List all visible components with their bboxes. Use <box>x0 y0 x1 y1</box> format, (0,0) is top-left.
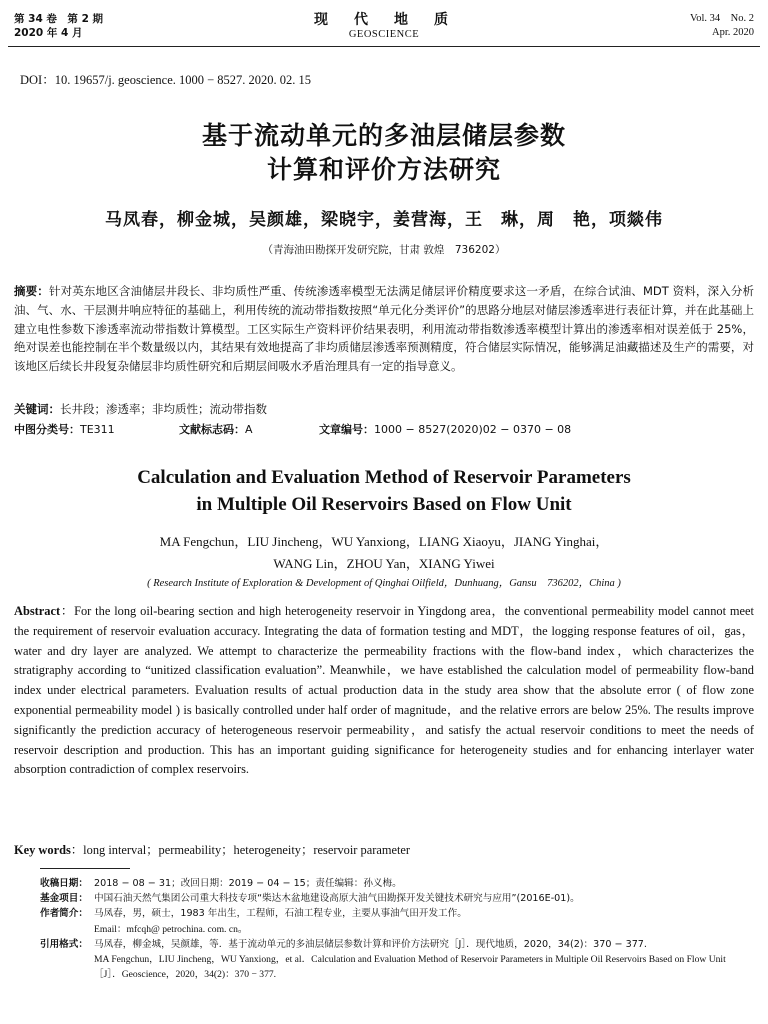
title-en-line2: in Multiple Oil Reservoirs Based on Flow Unit <box>196 494 572 515</box>
footnote-fund <box>40 891 752 906</box>
affiliation-cn: （青海油田勘探开发研究院，甘肃 敦煌 736202） <box>262 244 506 256</box>
keywords-cn <box>14 400 754 419</box>
classification-line <box>14 421 754 437</box>
affiliation-en: ( Research Institute of Exploration & Development of Qinghai Oilfield，Dunhuang，Gansu 736202，China ) <box>147 578 621 589</box>
dates-label: 收稿日期： <box>40 878 88 889</box>
doi: DOI：10. 19657/j. geoscience. 1000 − 8527. 2020. 02. 15 <box>20 73 312 87</box>
journal-name-cn: 现 代 地 质 <box>314 12 454 28</box>
title-en-line1: Calculation and Evaluation Method of Reservoir Parameters <box>137 467 631 488</box>
authors-en-line1: MA Fengchun，LIU Jincheng，WU Yanxiong，LIANG Xiaoyu，JIANG Yinghai， <box>159 534 609 549</box>
volume-issue-en: Vol. 34 No. 2 <box>690 13 754 24</box>
fund-label: 基金项目： <box>40 893 88 905</box>
keywords-cn-text: 长井段；渗透率；非均质性；流动带指数 <box>60 402 267 416</box>
article-number-value: 1000 − 8527(2020)02 − 0370 − 08 <box>374 423 572 436</box>
footnotes <box>40 876 752 982</box>
abstract-en-label: Abstract <box>14 604 61 618</box>
authors-cn: 马凤春，柳金城，吴颜雄，梁晓宇，姜营海，王 琳，周 艳，项燚伟 <box>105 210 663 230</box>
citation-cn: 马凤春，柳金城，吴颜雄，等．基于流动单元的多油层储层参数计算和评价方法研究［J］．现代地质，2020，34(2)：370 − 377. <box>94 938 647 950</box>
article-number-label: 文章编号： <box>319 423 374 436</box>
header-rule <box>8 46 760 47</box>
keywords-en-label: Key words <box>14 843 71 857</box>
authors-en-line2: WANG Lin，ZHOU Yan，XIANG Yiwei <box>273 556 495 571</box>
citation-en: MA Fengchun，LIU Jincheng，WU Yanxiong，et al．Calculation and Evaluation Method of Reservoir Parameters in Multiple Oil Reservoirs Based on Flow Unit［J］．Geoscience，2020，34(2)：370 − 377. <box>94 954 726 981</box>
author-email: Email：mfcqh@ petrochina. com. cn。 <box>94 923 248 935</box>
doc-code-label: 文献标志码： <box>179 423 245 436</box>
footnote-dates <box>40 876 752 891</box>
abstract-cn-text: 针对英东地区含油储层井段长、非均质性严重、传统渗透率模型无法满足储层评价精度要求这一矛盾，在综合试油、MDT 资料，深入分析油、气、水、干层测井响应特征的基础上，利用传统的流动带指数按照“单元化分类评价”的思路分地层对储层渗透率进行表征计算，并在此基础上建立电性参数下渗透率流动带指数计算模型。工区实际生产资料评价结果表明，利用流动带指数渗透率模型计算出的渗透率相对误差低于 25%，绝对误差也能控制在半个数量级以内，其结果有效地提高了非均质储层渗透率预测精度，符合储层实际情况，能够满足油藏描述及生产的需要，对该地区后续长井段复杂储层非均质性研究和后期层间吸水矛盾治理具有一定的指导意义。 <box>14 284 755 374</box>
keywords-cn-label: 关键词： <box>14 402 60 416</box>
title-cn-line2: 计算和评价方法研究 <box>266 155 501 184</box>
fund-text: 中国石油天然气集团公司重大科技专项“柴达木盆地建设高原大油气田勘探开发关键技术研究与应用”(2016E-01)。 <box>94 893 580 905</box>
date-en: Apr. 2020 <box>712 27 754 38</box>
title-cn-line1: 基于流动单元的多油层储层参数 <box>201 121 566 150</box>
author-bio-text: 马凤春，男，硕士，1983 年出生，工程师，石油工程专业，主要从事油气田开发工作。 <box>94 908 467 920</box>
doc-code-value: A <box>245 423 253 436</box>
footnote-email <box>40 922 752 937</box>
abstract-cn-label: 摘要： <box>14 284 49 298</box>
journal-name-en: GEOSCIENCE <box>348 29 420 40</box>
citation-label: 引用格式： <box>40 938 88 950</box>
clc-value: TE311 <box>80 423 115 436</box>
clc-label: 中图分类号： <box>14 423 80 436</box>
abstract-cn <box>14 282 754 376</box>
keywords-en-text: ：long interval；permeability；heterogeneity；reservoir parameter <box>70 843 411 857</box>
dates-text: 2018 − 08 − 31；改回日期：2019 − 04 − 15；责任编辑：孙义梅。 <box>94 878 402 889</box>
abstract-en-text: ：For the long oil-bearing section and high heterogeneity reservoir in Yingdong area，the conventional permeability model cannot meet the requirement of reservoir evaluation accuracy. Integrating the data of formation testing and MDT，the logging response features of oil，gas，water and dry layer are analyzed. We attempt to characterize the permeability fractions with the flow-band index，which characterizes the stratigraphy according to “unitized classification evaluation”. Meanwhile，we have established the calculation model of permeability flow-band index under electrical parameters. Evaluation results of actual production data in the study area show that the absolute error ( of flow zone exponential permeability model ) is basically controlled under half order of magnitude，and the relative errors are below 25%. The results improve significantly the prediction accuracy of heterogeneous reservoir permeability，and satisfy the actual reservoir conditions to meet the needs of reservoir description and production. This has an important guiding significance for heterogeneity studies and for enhancing interlayer water absorption contradiction of complex reservoirs. <box>14 604 754 777</box>
footnote-citation <box>40 937 752 983</box>
footnote-rule <box>40 868 130 869</box>
header-issue-en <box>690 12 754 40</box>
abstract-en <box>14 602 754 780</box>
footnote-author <box>40 906 752 921</box>
header-journal <box>0 9 768 40</box>
date-cn: 2020 年 4 月 <box>14 27 83 39</box>
keywords-en <box>14 840 410 858</box>
author-bio-label: 作者简介： <box>40 908 88 920</box>
authors-en <box>0 531 768 575</box>
volume-issue-cn: 第 34 卷 第 2 期 <box>14 13 104 25</box>
